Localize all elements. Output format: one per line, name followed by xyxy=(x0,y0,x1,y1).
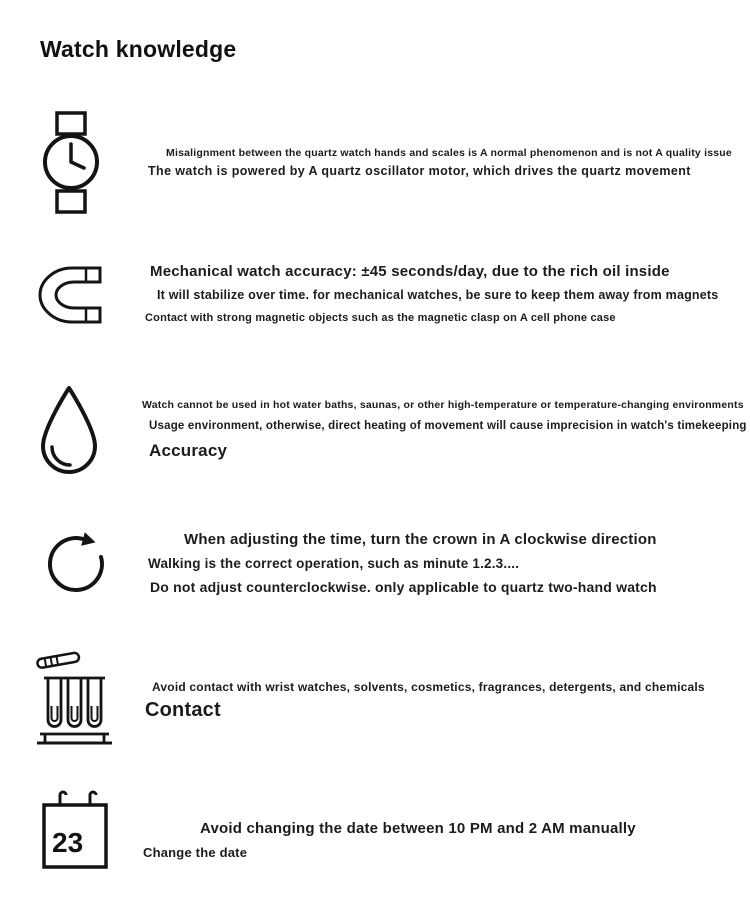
page-title: Watch knowledge xyxy=(40,36,237,62)
wristwatch-icon xyxy=(38,110,104,216)
text-line: Misalignment between the quartz watch hands and scales is A normal phenomenon and is not A quality issue xyxy=(166,147,732,159)
text-line: Usage environment, otherwise, direct heating of movement will cause imprecision in watch's timekeeping xyxy=(149,420,747,432)
text-line: Avoid changing the date between 10 PM and 2 AM manually xyxy=(200,820,636,837)
text-line: Avoid contact with wrist watches, solvents, cosmetics, fragrances, detergents, and chemicals xyxy=(152,680,705,694)
text-line: When adjusting the time, turn the crown in A clockwise direction xyxy=(184,531,657,548)
water-drop-icon xyxy=(37,384,101,478)
text-line: Do not adjust counterclockwise. only applicable to quartz two-hand watch xyxy=(150,579,657,595)
calendar-icon xyxy=(40,789,110,871)
test-tubes-icon xyxy=(32,644,116,748)
clockwise-arrow-icon xyxy=(40,524,106,594)
calendar-day-number: 23 xyxy=(52,827,84,858)
text-line: Contact with strong magnetic objects such as the magnetic clasp on A cell phone case xyxy=(145,312,616,324)
text-line: Watch cannot be used in hot water baths, saunas, or other high-temperature or temperature-changing environments xyxy=(142,399,744,411)
text-line: Change the date xyxy=(143,845,248,860)
text-line: Walking is the correct operation, such as minute 1.2.3.... xyxy=(148,556,520,571)
section-heading: Contact xyxy=(145,699,221,721)
text-line: Mechanical watch accuracy: ±45 seconds/day, due to the rich oil inside xyxy=(150,263,670,280)
magnet-icon xyxy=(36,264,104,326)
text-line: The watch is powered by A quartz oscillator motor, which drives the quartz movement xyxy=(148,164,691,178)
section-heading: Accuracy xyxy=(149,441,228,460)
text-line: It will stabilize over time. for mechanical watches, be sure to keep them away from magnets xyxy=(157,288,719,302)
